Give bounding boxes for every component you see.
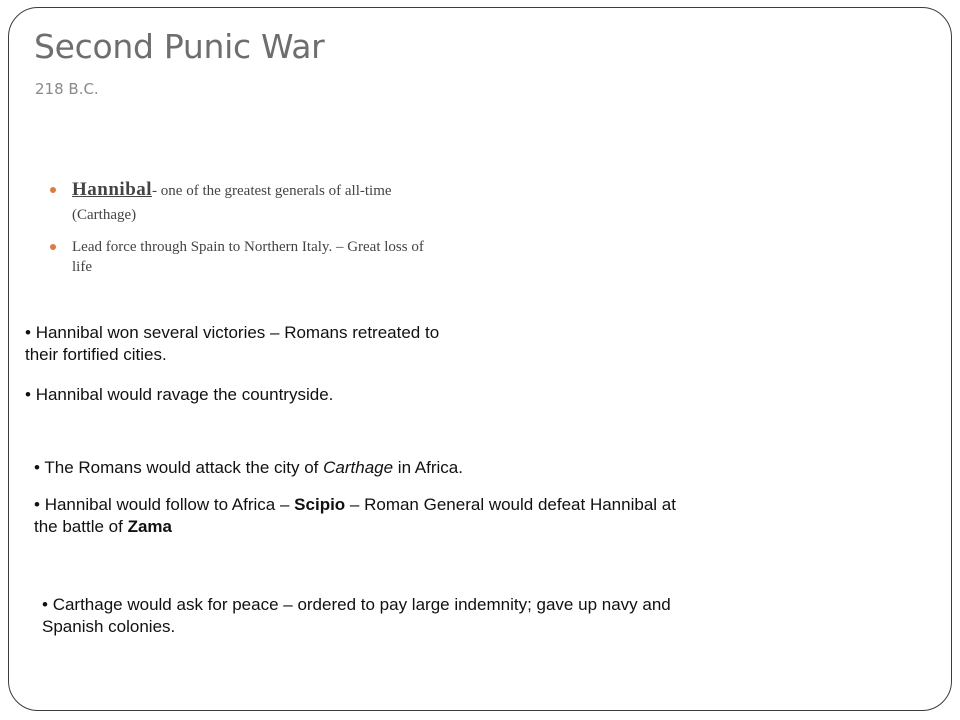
carthage-emphasis: Carthage bbox=[323, 458, 394, 477]
hannibal-name: Hannibal bbox=[72, 179, 153, 200]
attack-text-2: in Africa. bbox=[393, 458, 463, 477]
text-attack-carthage bbox=[34, 457, 674, 479]
bullet-item-hannibal bbox=[50, 178, 430, 227]
slide-subtitle: 218 B.C. bbox=[35, 80, 99, 98]
bullet-glyph: • bbox=[42, 595, 48, 614]
text-peace bbox=[42, 594, 682, 638]
ravage-text: Hannibal would ravage the countryside. bbox=[35, 385, 334, 404]
scipio-text-2: – Roman General would defeat Hannibal at the battle of bbox=[34, 495, 676, 536]
serif-bullet-list bbox=[50, 178, 430, 277]
attack-text-1: The Romans would attack the city of bbox=[44, 458, 324, 477]
bullet-glyph: • bbox=[25, 323, 31, 342]
peace-text: Carthage would ask for peace – ordered to pay large indemnity; gave up navy and Spanish colonies. bbox=[42, 595, 671, 636]
bullet-text: Lead force through Spain to Northern Italy. – Great loss of life bbox=[72, 239, 424, 275]
text-scipio-zama bbox=[34, 494, 684, 538]
bullet-glyph: • bbox=[34, 458, 40, 477]
bullet-dot-icon bbox=[50, 244, 56, 250]
text-ravage bbox=[25, 384, 445, 406]
victories-text: Hannibal won several victories – Romans retreated to their fortified cities. bbox=[25, 323, 440, 364]
bullet-glyph: • bbox=[34, 495, 40, 514]
scipio-bold: Scipio bbox=[294, 495, 346, 514]
slide-title: Second Punic War bbox=[34, 27, 325, 66]
name-separator: - bbox=[152, 183, 161, 199]
bullet-dot-icon bbox=[50, 187, 56, 193]
scipio-text-1: Hannibal would follow to Africa – bbox=[44, 495, 295, 514]
bullet-glyph: • bbox=[25, 385, 31, 404]
text-victories bbox=[25, 322, 445, 366]
zama-bold: Zama bbox=[127, 517, 172, 536]
bullet-item-spain bbox=[50, 237, 430, 277]
bullet-text: one of the greatest generals of all-time (Carthage) bbox=[72, 183, 392, 223]
